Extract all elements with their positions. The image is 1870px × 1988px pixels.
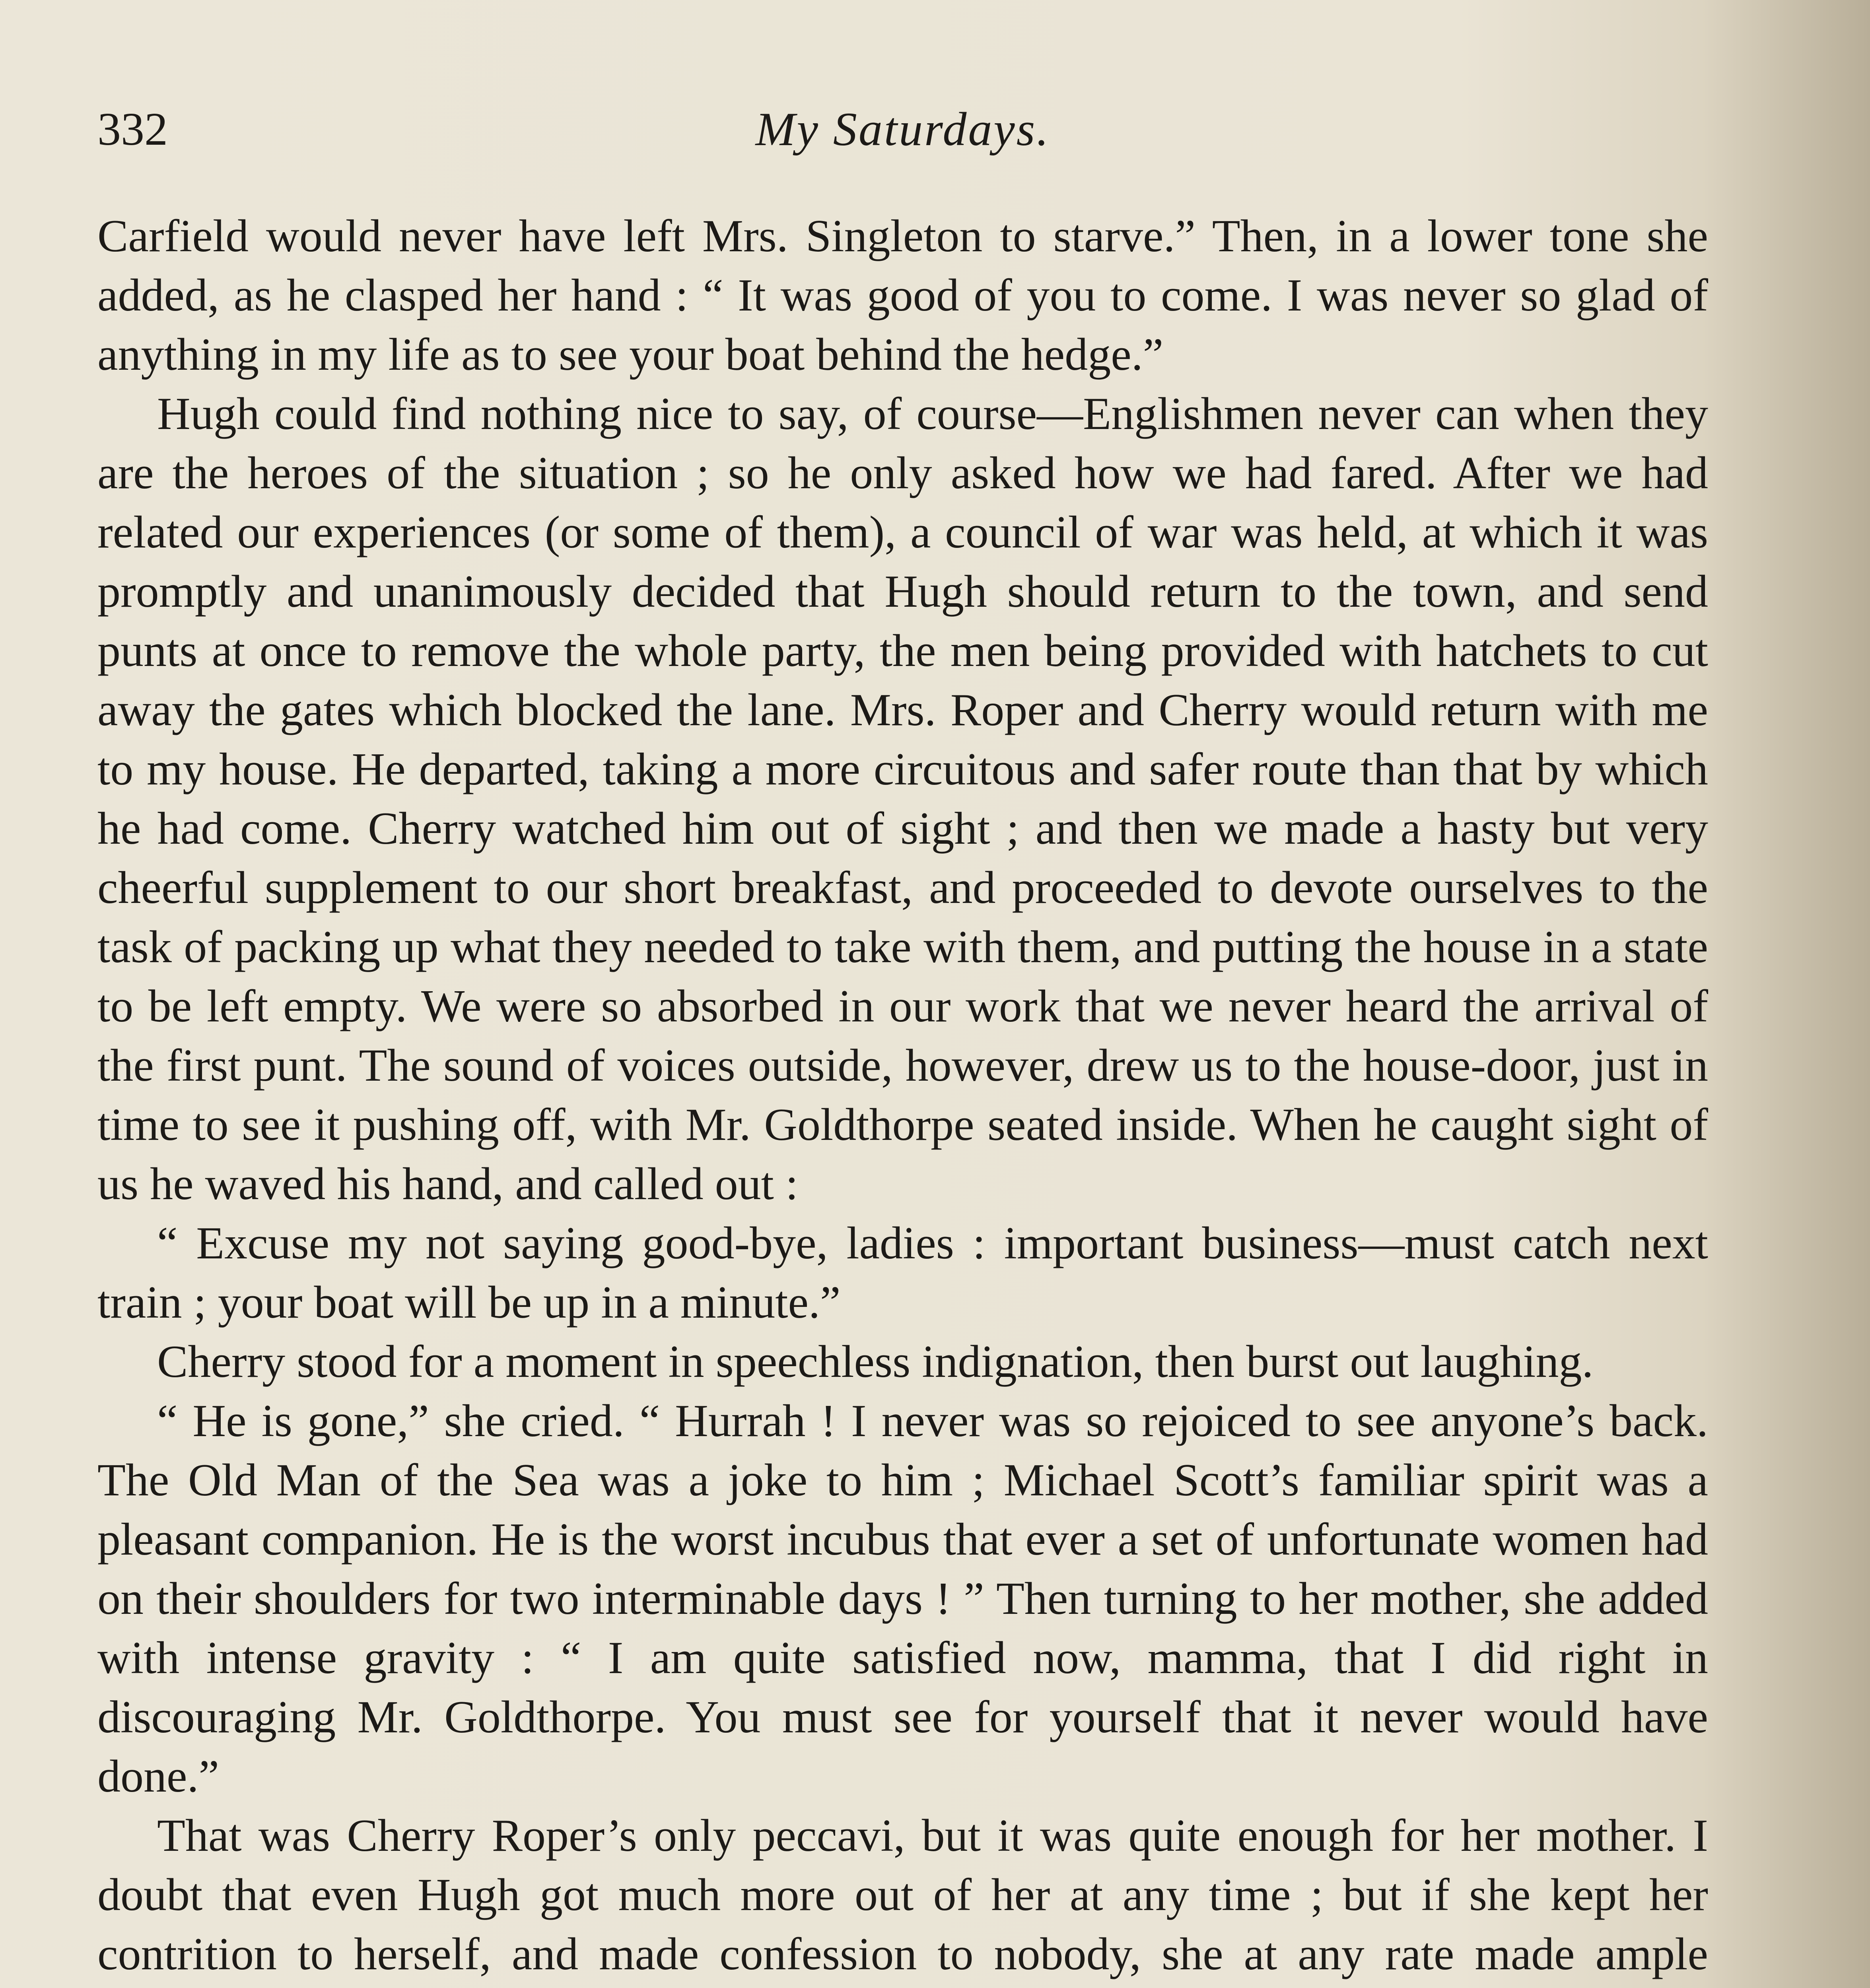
body-text: [97, 207, 1708, 1988]
page-header: [97, 99, 1708, 163]
paragraph: “ Excuse my not saying good-bye, ladies : important business—must catch next train ; your boat will be up in a minute.”: [97, 1218, 1708, 1328]
paragraph: Carfield would never have left Mrs. Singleton to starve.” Then, in a lower tone she added, as he clasped her hand : “ It was good of you to come. I was never so glad of anything in my life as to see your boat behind the hedge.”: [97, 211, 1708, 380]
paragraph: That was Cherry Roper’s only peccavi, but it was quite enough for her mother. I doubt that even Hugh got much more out of her at any time ; but if she kept her contrition to herself, and made confession to nobody, she at any rate made ample: [97, 1810, 1708, 1980]
paragraph: Hugh could find nothing nice to say, of course—Englishmen never can when they are the heroes of the situation ; so he only asked how we had fared. After we had related our experiences (or some of them), a council of war was held, at which it was promptly and unanimously decided that Hugh should return to the town, and send punts at once to remove the whole party, the men being provided with hatchets to cut away the gates which blocked the lane. Mrs. Roper and Cherry would return with me to my house. He departed, taking a more circuitous and safer route than that by which he had come. Cherry watched him out of sight ; and then we made a hasty but very cheerful supplement to our short breakfast, and proceeded to devote ourselves to the task of packing up what they needed to take with them, and putting the house in a state to be left empty. We were so absorbed in our work that we never heard the arrival of the first punt. The sound of voices outside, however, drew us to the house-door, just in time to see it pushing off, with Mr. Goldthorpe seated inside. When he caught sight of us he waved his hand, and called out :: [97, 388, 1708, 1209]
running-title: My Saturdays.: [755, 103, 1050, 155]
paragraph: “ He is gone,” she cried. “ Hurrah ! I never was so rejoiced to see anyone’s back. The Old Man of the Sea was a joke to him ; Michael Scott’s familiar spirit was a pleasant companion. He is the worst incubus that ever a set of unfortunate women had on their shoulders for two interminable days ! ” Then turning to her mother, she added with intense gravity : “ I am quite satisfied now, mamma, that I did right in discouraging Mr. Goldthorpe. You must see for yourself that it never would have done.”: [97, 1396, 1708, 1802]
page-number: 332: [97, 103, 168, 155]
paragraph: Cherry stood for a moment in speechless indignation, then burst out laughing.: [157, 1336, 1594, 1387]
